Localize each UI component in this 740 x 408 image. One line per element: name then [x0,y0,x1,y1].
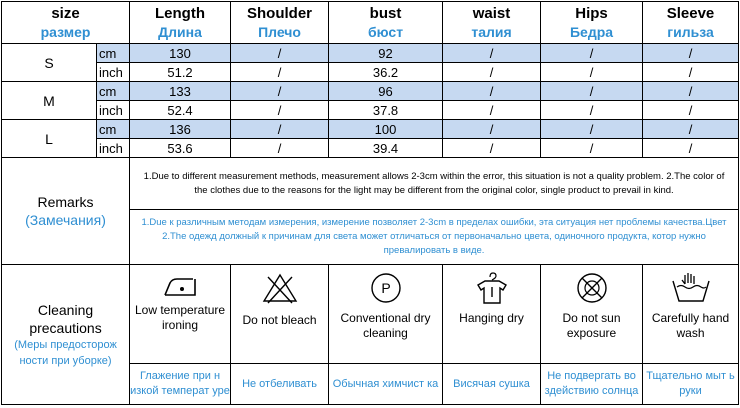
hips-value: / [541,63,643,82]
size-label: S [2,44,97,82]
header-waist: waist талия [443,2,541,44]
care-caption-ru: Тщательно мыт ь руки [643,364,739,405]
size-chart-table [1,1,739,405]
no-sun-icon [572,271,612,305]
header-size: size размер [2,2,130,44]
no-bleach-icon [260,271,300,305]
sleeve-value: / [643,139,739,158]
header-bust: bust бюст [329,2,443,44]
dry-clean-letter: P [380,280,391,296]
care-caption-ru: Не отбеливать [231,364,329,405]
size-label: L [2,120,97,158]
cleaning-label-ru: (Меры предосторож ности при уборке) [14,338,117,367]
shoulder-value: / [231,82,329,101]
sleeve-value: / [643,63,739,82]
waist-value: / [443,101,541,120]
table-row [2,120,739,139]
header-length: Length Длина [130,2,231,44]
remarks-label-ru: (Замечания) [25,212,106,228]
unit-cell: cm [97,120,130,139]
length-value: 130 [130,44,231,63]
care-item-iron [130,265,231,364]
care-caption-en: Low temperature ironing [134,303,226,332]
waist-value: / [443,44,541,63]
iron-low-icon [160,271,200,301]
hips-value: / [541,120,643,139]
waist-value: / [443,120,541,139]
waist-value: / [443,82,541,101]
unit-cell: cm [97,82,130,101]
care-item-handwash [643,265,739,364]
shoulder-value: / [231,101,329,120]
remarks-text-ru: 1.Due к различным методам измерения, измерение позволяет 2-3cm в пределах ошибки, эта ситуация нет проблемы качества.Цвет 2.The одежд должный к причинам для света может отличаться от первоначально цвета, одиночного продукта, котор нужно превалировать в виде. [130,210,739,265]
table-row [2,139,739,158]
waist-value: / [443,139,541,158]
length-value: 52.4 [130,101,231,120]
care-caption-ru: Обычная химчист ка [329,364,443,405]
remarks-text-en: 1.Due to different measurement methods, measurement allows 2-3cm within the error, this situation is not a quality problem. 2.The color of the clothes due to the reasons for the light may be different from the original color, single product to prevail in kind. [130,158,739,210]
hips-value: / [541,101,643,120]
length-value: 53.6 [130,139,231,158]
care-item-dryclean [329,265,443,364]
unit-cell: inch [97,63,130,82]
bust-value: 100 [329,120,443,139]
length-value: 133 [130,82,231,101]
bust-value: 92 [329,44,443,63]
table-row [2,101,739,120]
remarks-label [2,158,130,265]
hips-value: / [541,44,643,63]
shoulder-value: / [231,120,329,139]
header-sleeve: Sleeve гильза [643,2,739,44]
cleaning-label-en: Cleaning precautions [29,301,102,336]
care-caption-ru: Висячая сушка [443,364,541,405]
sleeve-value: / [643,120,739,139]
care-caption-en: Conventional dry cleaning [340,311,431,340]
table-row [2,82,739,101]
hips-value: / [541,139,643,158]
care-item-bleach [231,265,329,364]
hand-wash-icon [669,271,713,305]
unit-cell: inch [97,101,130,120]
hips-value: / [541,82,643,101]
length-value: 51.2 [130,63,231,82]
care-caption-en: Do not bleach [242,313,317,327]
care-item-sun [541,265,643,364]
table-row [2,44,739,63]
hang-dry-icon [470,271,514,305]
care-item-hang [443,265,541,364]
sleeve-value: / [643,101,739,120]
unit-cell: cm [97,44,130,63]
waist-value: / [443,63,541,82]
care-caption-en: Carefully hand wash [651,311,730,340]
header-shoulder: Shoulder Плечо [231,2,329,44]
care-caption-en: Do not sun exposure [562,311,621,340]
cleaning-label [2,265,130,405]
bust-value: 39.4 [329,139,443,158]
cleaning-row [2,265,739,364]
care-caption-ru: Не подвергать во здействию солнца [541,364,643,405]
sleeve-value: / [643,44,739,63]
sleeve-value: / [643,82,739,101]
bust-value: 37.8 [329,101,443,120]
bust-value: 96 [329,82,443,101]
shoulder-value: / [231,63,329,82]
care-caption-en: Hanging dry [459,311,524,325]
header-hips: Hips Бедра [541,2,643,44]
bust-value: 36.2 [329,63,443,82]
remarks-row-en [2,158,739,210]
dry-clean-icon [366,271,406,305]
care-caption-ru: Глажение при н изкой температ уре [130,364,231,405]
header-row [2,2,739,44]
length-value: 136 [130,120,231,139]
shoulder-value: / [231,44,329,63]
size-label: M [2,82,97,120]
shoulder-value: / [231,139,329,158]
unit-cell: inch [97,139,130,158]
remarks-label-en: Remarks [37,194,94,210]
table-row [2,63,739,82]
